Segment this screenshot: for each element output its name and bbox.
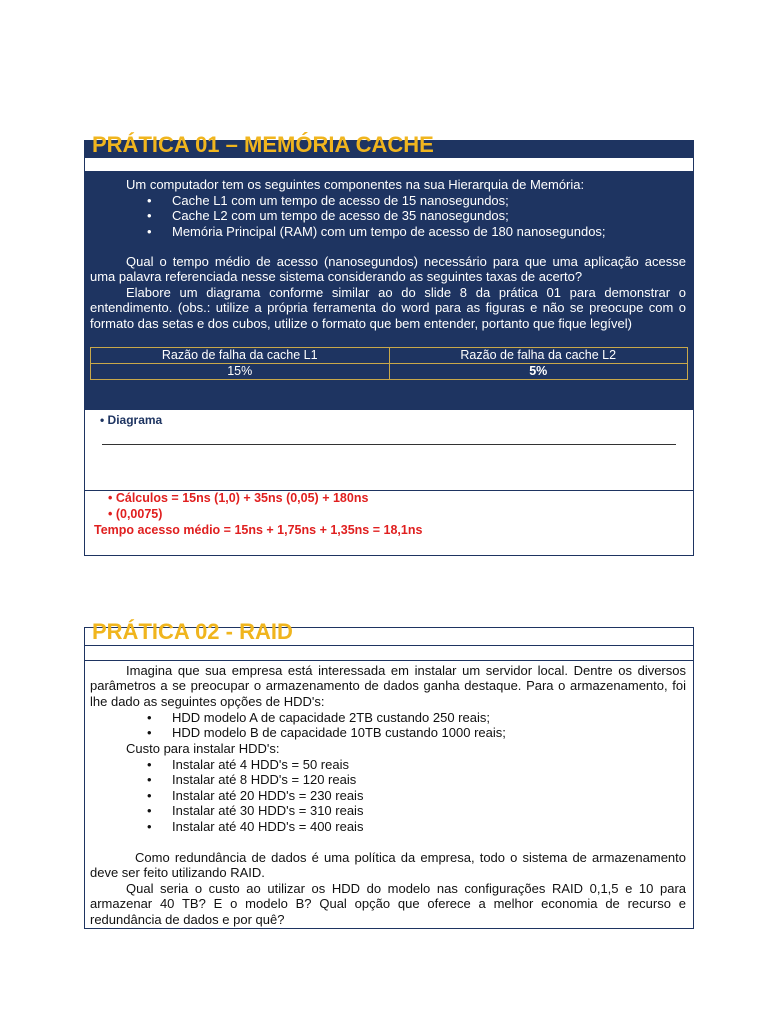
bullet-icon: • [147, 787, 152, 803]
pratica1-header-strip [85, 158, 693, 171]
pratica1-intro: Um computador tem os seguintes componentes na sua Hierarquia de Memória: [126, 177, 585, 192]
pratica1-instruction-paragraph: Elabore um diagrama conforme similar ao do slide 8 da prática 01 para demonstrar o entendimento. (obs.: utilize a própria ferramenta do word para as figuras e não se preocupe com o formato das setas e dos cubos, utilize o formato que bem entender, portanto que fique legível) [90, 285, 686, 331]
component-text: Memória Principal (RAM) com um tempo de acesso de 180 nanosegundos; [172, 223, 606, 239]
table-value-l2: 5% [389, 364, 688, 380]
hdd-option-text: HDD modelo B de capacidade 10TB custando 1000 reais; [172, 725, 506, 741]
calc-line-1: • Cálculos = 15ns (1,0) + 35ns (0,05) + 180ns [108, 491, 369, 505]
hdd-option-list [147, 710, 677, 741]
bullet-icon: • [147, 710, 152, 725]
table-row [91, 348, 688, 364]
component-text: Cache L2 com um tempo de acesso de 35 nanosegundos; [172, 208, 509, 224]
component-text: Cache L1 com um tempo de acesso de 15 nanosegundos; [172, 193, 509, 208]
list-item [147, 710, 677, 725]
pratica2-title: PRÁTICA 02 - RAID [92, 619, 293, 644]
pratica2-intro: Imagina que sua empresa está interessada em instalar um servidor local. Dentre os diversos parâmetros a se preocupar o armazenamento de dados ganha destaque. Para o armazenamento, foi lhe dado as seguintes opções de HDD's: [90, 663, 686, 709]
pratica1-component-list [147, 193, 677, 239]
list-item [147, 757, 677, 772]
cost-text: Instalar até 4 HDD's = 50 reais [172, 757, 349, 772]
list-item [147, 803, 677, 818]
redundancy-paragraph: Como redundância de dados é uma política da empresa, todo o sistema de armazenamento deve ser feito utilizando RAID. [90, 850, 686, 881]
hdd-option-text: HDD modelo A de capacidade 2TB custando 250 reais; [172, 710, 490, 725]
pratica1-title: PRÁTICA 01 – MEMÓRIA CACHE [92, 132, 434, 157]
bullet-icon: • [147, 208, 152, 224]
calc-result: Tempo acesso médio = 15ns + 1,75ns + 1,35ns = 18,1ns [94, 523, 423, 537]
table-header-l1: Razão de falha da cache L1 [91, 348, 390, 364]
table-header-l2: Razão de falha da cache L2 [389, 348, 688, 364]
cost-text: Instalar até 8 HDD's = 120 reais [172, 772, 357, 788]
bullet-icon: • [147, 818, 152, 834]
cost-text: Instalar até 40 HDD's = 400 reais [172, 818, 364, 834]
list-item [147, 725, 677, 740]
cost-list [147, 757, 677, 834]
list-item [147, 224, 677, 239]
cost-label: Custo para instalar HDD's: [126, 741, 280, 756]
list-item [147, 819, 677, 834]
list-item [147, 772, 677, 787]
diagram-label: • Diagrama [100, 413, 163, 427]
miss-rate-table [90, 347, 688, 380]
bullet-icon: • [147, 223, 152, 239]
divider [85, 409, 693, 410]
bullet-icon: • [147, 772, 152, 788]
calc-line-2: • (0,0075) [108, 507, 163, 521]
bullet-icon: • [147, 803, 152, 819]
diagram-underline [102, 444, 676, 445]
table-row [91, 364, 688, 380]
raid-question-paragraph: Qual seria o custo ao utilizar os HDD do modelo nas configurações RAID 0,1,5 e 10 para armazenar 40 TB? E o modelo B? Qual opção que oferece a melhor economia de recurso e redundância de dados e por quê? [90, 881, 686, 927]
cost-text: Instalar até 20 HDD's = 230 reais [172, 787, 364, 803]
bullet-icon: • [147, 757, 152, 772]
pratica1-question-paragraph: Qual o tempo médio de acesso (nanosegundos) necessário para que uma aplicação acesse uma palavra referenciada nesse sistema considerando as seguintes taxas de acerto? [90, 254, 686, 285]
divider [85, 645, 693, 646]
divider [85, 660, 693, 661]
bullet-icon: • [147, 193, 152, 208]
list-item [147, 788, 677, 803]
table-value-l1: 15% [91, 364, 390, 380]
cost-text: Instalar até 30 HDD's = 310 reais [172, 803, 364, 819]
list-item [147, 193, 677, 208]
bullet-icon: • [147, 725, 152, 741]
list-item [147, 208, 677, 223]
